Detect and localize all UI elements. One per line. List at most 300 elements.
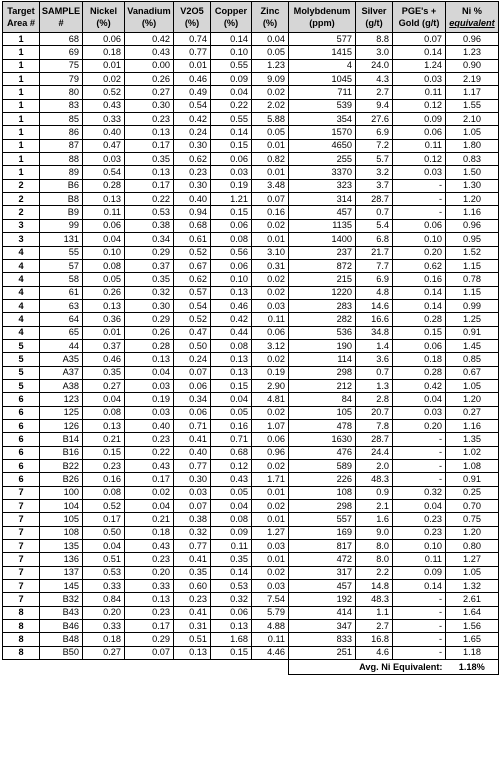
table-cell: 0.15	[211, 646, 252, 659]
table-cell: -	[393, 606, 446, 619]
table-cell: 105	[289, 406, 356, 419]
table-cell: 0.67	[446, 366, 499, 379]
table-cell: 0.33	[83, 113, 125, 126]
column-header-line1: Silver	[361, 6, 387, 16]
table-cell: 79	[40, 73, 83, 86]
table-cell: 0.03	[125, 379, 174, 392]
table-cell: 2	[3, 179, 40, 192]
table-cell: 0.56	[211, 246, 252, 259]
table-cell: -	[393, 460, 446, 473]
table-cell: 872	[289, 259, 356, 272]
table-row	[3, 179, 499, 192]
table-cell: 0.68	[211, 446, 252, 459]
table-cell: 0.23	[125, 606, 174, 619]
table-cell: 0.52	[83, 500, 125, 513]
table-cell: 1.27	[446, 553, 499, 566]
table-cell: B48	[40, 633, 83, 646]
table-cell: 2.61	[446, 593, 499, 606]
table-cell: 1.25	[446, 313, 499, 326]
table-cell: 0.71	[211, 433, 252, 446]
table-cell: 347	[289, 620, 356, 633]
table-cell: 0.31	[174, 620, 211, 633]
table-cell: 65	[40, 326, 83, 339]
table-cell: 0.15	[83, 446, 125, 459]
table-cell: 0.22	[211, 99, 252, 112]
table-cell: -	[393, 446, 446, 459]
table-cell: 0.43	[125, 460, 174, 473]
table-cell: 0.09	[211, 73, 252, 86]
table-cell: 0.13	[125, 593, 174, 606]
table-cell: 0.08	[83, 486, 125, 499]
table-cell: 86	[40, 126, 83, 139]
table-cell: 7.54	[252, 593, 289, 606]
table-cell: 0.13	[83, 299, 125, 312]
table-cell: 478	[289, 419, 356, 432]
table-row	[3, 126, 499, 139]
table-cell: 8	[3, 620, 40, 633]
table-cell: 317	[289, 566, 356, 579]
column-header	[252, 2, 289, 33]
table-row	[3, 580, 499, 593]
table-cell: 1.30	[446, 179, 499, 192]
table-cell: 0.53	[211, 580, 252, 593]
table-cell: 0.28	[83, 179, 125, 192]
column-header-line2: Area #	[6, 18, 36, 28]
table-cell: 0.08	[83, 406, 125, 419]
table-cell: 5.88	[252, 113, 289, 126]
table-cell: 0.01	[252, 553, 289, 566]
table-cell: 0.35	[211, 553, 252, 566]
table-cell: 7	[3, 566, 40, 579]
table-cell: 1.68	[211, 633, 252, 646]
table-cell: 4	[3, 246, 40, 259]
table-cell: 0.50	[174, 339, 211, 352]
column-header-line1: V2O5	[180, 6, 204, 16]
table-row	[3, 419, 499, 432]
table-cell: 8	[3, 646, 40, 659]
table-cell: 0.04	[211, 393, 252, 406]
table-cell: 2.8	[356, 393, 393, 406]
table-cell: 1.07	[252, 419, 289, 432]
table-header	[3, 2, 499, 33]
table-row	[3, 526, 499, 539]
table-cell: 0.01	[252, 486, 289, 499]
table-cell: 0.09	[393, 566, 446, 579]
table-cell: 0.17	[125, 620, 174, 633]
table-cell: 0.42	[125, 33, 174, 46]
column-header-line1: PGE's +	[401, 6, 437, 16]
table-cell: 0.21	[125, 513, 174, 526]
table-cell: 0.35	[83, 366, 125, 379]
table-cell: 0.52	[174, 246, 211, 259]
table-cell: 0.16	[211, 419, 252, 432]
table-cell: 0.7	[356, 366, 393, 379]
table-cell: 48.3	[356, 473, 393, 486]
table-cell: 0.71	[174, 419, 211, 432]
table-cell: 9.09	[252, 73, 289, 86]
table-cell: 0.40	[125, 419, 174, 432]
table-cell: 0.77	[174, 540, 211, 553]
table-cell: 34.8	[356, 326, 393, 339]
table-cell: 0.62	[174, 153, 211, 166]
table-cell: B26	[40, 473, 83, 486]
table-cell: 0.26	[125, 326, 174, 339]
table-cell: 8.8	[356, 33, 393, 46]
table-cell: 1	[3, 99, 40, 112]
table-cell: 1.4	[356, 339, 393, 352]
table-row	[3, 353, 499, 366]
table-cell: 0.04	[125, 500, 174, 513]
table-cell: 8	[3, 633, 40, 646]
table-cell: 0.37	[125, 259, 174, 272]
table-cell: 0.14	[393, 46, 446, 59]
table-cell: 16.8	[356, 633, 393, 646]
table-cell: 4	[3, 313, 40, 326]
table-cell: 63	[40, 299, 83, 312]
table-cell: -	[393, 433, 446, 446]
table-cell: 1	[3, 73, 40, 86]
table-cell: 0.10	[211, 46, 252, 59]
table-cell: 3.10	[252, 246, 289, 259]
table-cell: -	[393, 593, 446, 606]
table-cell: 2.19	[446, 73, 499, 86]
table-cell: 1.21	[211, 193, 252, 206]
table-cell: 457	[289, 580, 356, 593]
table-cell: 0.95	[446, 233, 499, 246]
table-cell: A37	[40, 366, 83, 379]
table-cell: 1220	[289, 286, 356, 299]
table-cell: 1.64	[446, 606, 499, 619]
table-cell: 0.03	[393, 166, 446, 179]
table-cell: 0.10	[393, 540, 446, 553]
table-cell: 0.03	[393, 406, 446, 419]
table-row	[3, 286, 499, 299]
table-cell: 105	[40, 513, 83, 526]
table-cell: 1.80	[446, 139, 499, 152]
table-cell: 0.06	[252, 433, 289, 446]
table-cell: 0.43	[211, 473, 252, 486]
table-cell: 0.9	[356, 486, 393, 499]
table-cell: 75	[40, 59, 83, 72]
table-cell: 6	[3, 473, 40, 486]
table-cell: 0.35	[125, 153, 174, 166]
table-cell: 5	[3, 353, 40, 366]
column-header	[40, 2, 83, 33]
table-row	[3, 646, 499, 659]
table-row	[3, 139, 499, 152]
table-cell: 0.18	[83, 633, 125, 646]
table-cell: 7.7	[356, 259, 393, 272]
table-cell: 0.27	[83, 646, 125, 659]
table-cell: 0.54	[174, 299, 211, 312]
table-cell: 3.48	[252, 179, 289, 192]
table-cell: 0.23	[174, 166, 211, 179]
table-cell: 0.15	[393, 326, 446, 339]
table-cell: 1.20	[446, 393, 499, 406]
table-cell: 0.67	[174, 259, 211, 272]
table-cell: 0.22	[125, 193, 174, 206]
avg-ni-equivalent-value: 1.18%	[446, 660, 499, 675]
table-cell: 88	[40, 153, 83, 166]
table-cell: 0.94	[174, 206, 211, 219]
table-cell: 2.1	[356, 500, 393, 513]
table-cell: 85	[40, 113, 83, 126]
table-cell: 7	[3, 513, 40, 526]
table-cell: 476	[289, 446, 356, 459]
table-cell: 0.27	[446, 406, 499, 419]
table-cell: 7	[3, 500, 40, 513]
table-cell: 0.55	[211, 59, 252, 72]
table-cell: 0.28	[125, 339, 174, 352]
table-cell: 0.04	[83, 393, 125, 406]
table-cell: 0.60	[174, 580, 211, 593]
table-cell: 0.15	[211, 139, 252, 152]
table-cell: 0.12	[211, 460, 252, 473]
table-cell: 99	[40, 219, 83, 232]
table-cell: 0.04	[252, 33, 289, 46]
table-cell: 0.11	[211, 540, 252, 553]
table-cell: 28.7	[356, 433, 393, 446]
table-cell: 0.46	[83, 353, 125, 366]
table-cell: 145	[40, 580, 83, 593]
table-cell: 1.3	[356, 379, 393, 392]
table-cell: 0.96	[446, 33, 499, 46]
table-cell: 0.91	[446, 473, 499, 486]
table-cell: 0.61	[174, 233, 211, 246]
table-cell: 0.28	[393, 366, 446, 379]
table-cell: 1.32	[446, 580, 499, 593]
table-cell: 4	[3, 326, 40, 339]
table-cell: 0.19	[125, 393, 174, 406]
table-cell: 0.33	[125, 580, 174, 593]
table-cell: 2	[3, 206, 40, 219]
table-cell: 0.27	[83, 379, 125, 392]
table-cell: 0.29	[125, 633, 174, 646]
table-cell: 0.13	[211, 286, 252, 299]
table-cell: 84	[289, 393, 356, 406]
table-cell: 0.00	[125, 59, 174, 72]
table-cell: -	[393, 179, 446, 192]
table-cell: 0.99	[446, 299, 499, 312]
table-cell: -	[393, 633, 446, 646]
table-cell: 0.77	[174, 460, 211, 473]
table-cell: 114	[289, 353, 356, 366]
table-cell: 0.18	[125, 526, 174, 539]
table-cell: 0.41	[174, 553, 211, 566]
column-header-line1: SAMPLE	[41, 6, 81, 16]
table-cell: 1.71	[252, 473, 289, 486]
table-cell: 64	[40, 313, 83, 326]
table-cell: 0.14	[393, 299, 446, 312]
table-cell: 5	[3, 339, 40, 352]
table-cell: 0.17	[83, 513, 125, 526]
table-cell: 0.03	[125, 406, 174, 419]
table-cell: 0.52	[174, 313, 211, 326]
table-cell: 212	[289, 379, 356, 392]
table-cell: 2.7	[356, 620, 393, 633]
table-cell: 0.02	[252, 286, 289, 299]
table-cell: 6	[3, 460, 40, 473]
table-cell: 44	[40, 339, 83, 352]
table-cell: 0.02	[252, 406, 289, 419]
table-cell: 4	[3, 286, 40, 299]
column-header-line2: equivalent	[449, 18, 495, 28]
table-cell: 6	[3, 433, 40, 446]
table-cell: 0.35	[125, 273, 174, 286]
table-cell: 3.2	[356, 166, 393, 179]
table-cell: 0.40	[174, 193, 211, 206]
table-cell: 3.6	[356, 353, 393, 366]
table-cell: 7	[3, 553, 40, 566]
table-cell: 0.47	[83, 139, 125, 152]
table-cell: 0.16	[252, 206, 289, 219]
table-cell: 0.90	[446, 59, 499, 72]
table-cell: 0.53	[125, 206, 174, 219]
table-cell: 0.12	[393, 153, 446, 166]
table-cell: B16	[40, 446, 83, 459]
table-row	[3, 593, 499, 606]
table-cell: 0.20	[83, 606, 125, 619]
table-cell: 0.11	[83, 206, 125, 219]
table-row	[3, 620, 499, 633]
table-cell: 0.37	[83, 339, 125, 352]
table-cell: 589	[289, 460, 356, 473]
table-cell: 0.29	[125, 313, 174, 326]
table-cell: 0.19	[252, 366, 289, 379]
table-row	[3, 46, 499, 59]
table-cell: 55	[40, 246, 83, 259]
table-row	[3, 633, 499, 646]
table-cell: 0.12	[393, 99, 446, 112]
table-cell: 0.24	[174, 126, 211, 139]
table-cell: 0.80	[446, 540, 499, 553]
table-row	[3, 606, 499, 619]
table-cell: 1.1	[356, 606, 393, 619]
table-cell: 0.62	[174, 273, 211, 286]
table-cell: 817	[289, 540, 356, 553]
table-cell: 1	[3, 153, 40, 166]
column-header-line2: #	[58, 18, 64, 28]
table-cell: 1	[3, 86, 40, 99]
table-cell: 298	[289, 366, 356, 379]
table-cell: 0.06	[211, 219, 252, 232]
table-cell: 4.46	[252, 646, 289, 659]
table-row	[3, 99, 499, 112]
table-cell: B8	[40, 193, 83, 206]
table-cell: 0.10	[211, 273, 252, 286]
column-header-line2: (ppm)	[309, 18, 335, 28]
table-cell: 1570	[289, 126, 356, 139]
table-cell: 5.7	[356, 153, 393, 166]
table-cell: 8.0	[356, 553, 393, 566]
column-header	[211, 2, 252, 33]
table-cell: 0.32	[211, 593, 252, 606]
table-cell: 0.54	[174, 99, 211, 112]
table-cell: 0.42	[174, 113, 211, 126]
table-cell: 123	[40, 393, 83, 406]
table-cell: 9.0	[356, 526, 393, 539]
table-cell: 0.74	[174, 33, 211, 46]
table-cell: 0.13	[211, 620, 252, 633]
table-cell: 0.02	[252, 219, 289, 232]
column-header-line2: (%)	[141, 18, 157, 28]
table-cell: 4	[3, 299, 40, 312]
table-cell: 1.20	[446, 526, 499, 539]
table-cell: 21.7	[356, 246, 393, 259]
table-row	[3, 73, 499, 86]
table-cell: 104	[40, 500, 83, 513]
column-header-line1: Ni %	[462, 6, 482, 16]
table-cell: 0.02	[125, 486, 174, 499]
table-row	[3, 299, 499, 312]
table-cell: 314	[289, 193, 356, 206]
table-cell: 1.56	[446, 620, 499, 633]
table-row	[3, 326, 499, 339]
table-cell: 0.84	[83, 593, 125, 606]
table-cell: 1.16	[446, 419, 499, 432]
column-header	[289, 2, 356, 33]
table-cell: 5.79	[252, 606, 289, 619]
column-header-line1: Zinc	[260, 6, 280, 16]
table-cell: 1.55	[446, 99, 499, 112]
column-header	[356, 2, 393, 33]
table-cell: 215	[289, 273, 356, 286]
table-cell: 0.36	[83, 313, 125, 326]
table-cell: 6	[3, 406, 40, 419]
table-cell: 1.20	[446, 193, 499, 206]
table-cell: 0.06	[83, 33, 125, 46]
table-row	[3, 193, 499, 206]
table-cell: -	[393, 620, 446, 633]
table-cell: 414	[289, 606, 356, 619]
table-cell: 1.52	[446, 246, 499, 259]
table-cell: 1.27	[252, 526, 289, 539]
table-cell: 0.30	[174, 179, 211, 192]
table-cell: 0.96	[252, 446, 289, 459]
table-cell: B14	[40, 433, 83, 446]
table-cell: B46	[40, 620, 83, 633]
table-cell: 3.7	[356, 179, 393, 192]
table-cell: 4.88	[252, 620, 289, 633]
table-cell: 24.4	[356, 446, 393, 459]
column-header	[393, 2, 446, 33]
table-cell: 0.70	[446, 500, 499, 513]
table-cell: 16.6	[356, 313, 393, 326]
table-cell: 0.42	[393, 379, 446, 392]
footer-spacer	[3, 660, 289, 675]
table-cell: 0.32	[125, 286, 174, 299]
table-cell: 28.7	[356, 193, 393, 206]
table-cell: 0.06	[211, 153, 252, 166]
table-cell: 131	[40, 233, 83, 246]
table-cell: 0.40	[174, 446, 211, 459]
table-cell: 0.50	[83, 526, 125, 539]
table-cell: 0.82	[252, 153, 289, 166]
table-cell: 0.42	[211, 313, 252, 326]
table-cell: 7	[3, 526, 40, 539]
table-row	[3, 379, 499, 392]
table-cell: 125	[40, 406, 83, 419]
table-cell: 1	[3, 126, 40, 139]
table-cell: 7	[3, 580, 40, 593]
table-cell: 136	[40, 553, 83, 566]
table-cell: 1	[3, 33, 40, 46]
table-cell: 0.02	[252, 86, 289, 99]
table-cell: 1.18	[446, 646, 499, 659]
table-cell: 1.35	[446, 433, 499, 446]
table-cell: 1135	[289, 219, 356, 232]
table-cell: 0.41	[174, 433, 211, 446]
